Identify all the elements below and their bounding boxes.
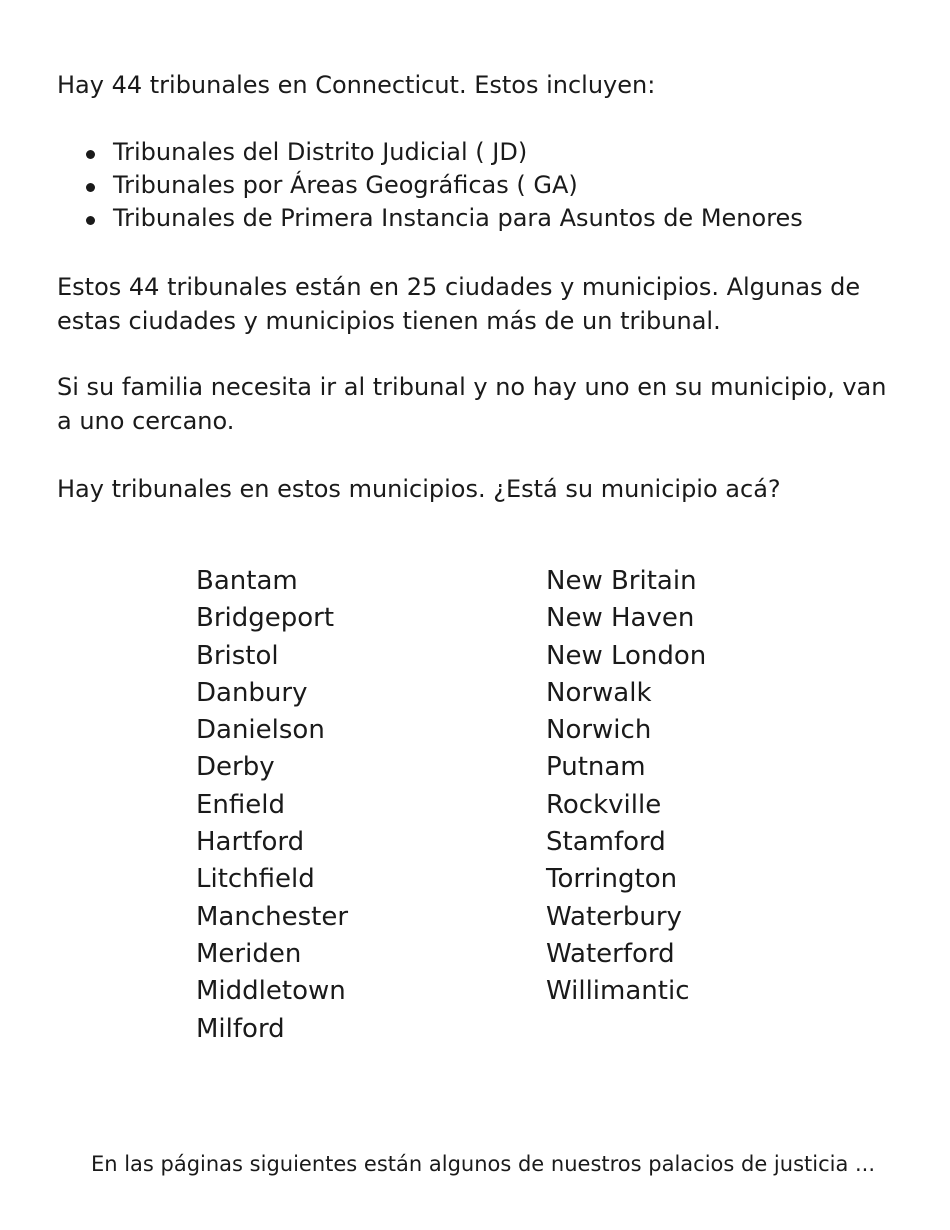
town-item: Litchfield	[196, 864, 315, 895]
town-item: Milford	[196, 1013, 285, 1044]
bullet-icon	[86, 216, 95, 225]
town-item: Derby	[196, 752, 275, 783]
town-item: Manchester	[196, 901, 349, 932]
town-item: Hartford	[196, 827, 305, 858]
town-item: Bridgeport	[196, 603, 335, 634]
town-item: Waterbury	[546, 901, 682, 932]
town-item: Norwalk	[546, 677, 652, 708]
footer-note: En las páginas siguientes están algunos de nuestros palacios de justicia ...	[90, 1152, 876, 1176]
town-item: Danbury	[196, 677, 308, 708]
intro-text: Hay 44 tribunales en Connecticut. Estos incluyen:	[57, 71, 656, 99]
town-item: Bantam	[196, 566, 298, 596]
town-item: Torrington	[546, 864, 678, 895]
bullet-icon	[86, 150, 95, 159]
town-item: Enfield	[196, 789, 286, 820]
list-item-label: Tribunales de Primera Instancia para Asuntos de Menores	[113, 204, 803, 232]
list-item	[57, 136, 803, 169]
list-item	[57, 202, 803, 235]
list-item-label: Tribunales del Distrito Judicial ( JD)	[113, 138, 528, 166]
town-item: New Britain	[546, 566, 697, 596]
court-types-list	[57, 136, 803, 235]
towns-column-left	[196, 563, 348, 1048]
list-item	[57, 169, 803, 202]
town-item: Danielson	[196, 715, 325, 746]
question-paragraph: Hay tribunales en estos municipios. ¿Está su municipio acá?	[57, 475, 781, 503]
cities-paragraph: Estos 44 tribunales están en 25 ciudades y municipios. Algunas de estas ciudades y municipios tienen más de un tribunal.	[57, 273, 861, 335]
town-item: New Haven	[546, 603, 695, 634]
town-item: Rockville	[546, 789, 662, 820]
bullet-icon	[86, 183, 95, 192]
town-item: Willimantic	[546, 976, 690, 1007]
town-item: Meriden	[196, 938, 302, 969]
town-item: Bristol	[196, 640, 279, 671]
list-item-label: Tribunales por Áreas Geográficas ( GA)	[113, 171, 578, 199]
family-paragraph: Si su familia necesita ir al tribunal y no hay uno en su municipio, van a uno cercano.	[57, 373, 887, 435]
town-item: Putnam	[546, 752, 646, 783]
towns-column-right	[546, 563, 706, 1011]
town-item: Middletown	[196, 976, 346, 1007]
town-item: New London	[546, 640, 707, 671]
town-item: Norwich	[546, 715, 652, 746]
town-item: Waterford	[546, 938, 675, 969]
town-item: Stamford	[546, 827, 666, 858]
